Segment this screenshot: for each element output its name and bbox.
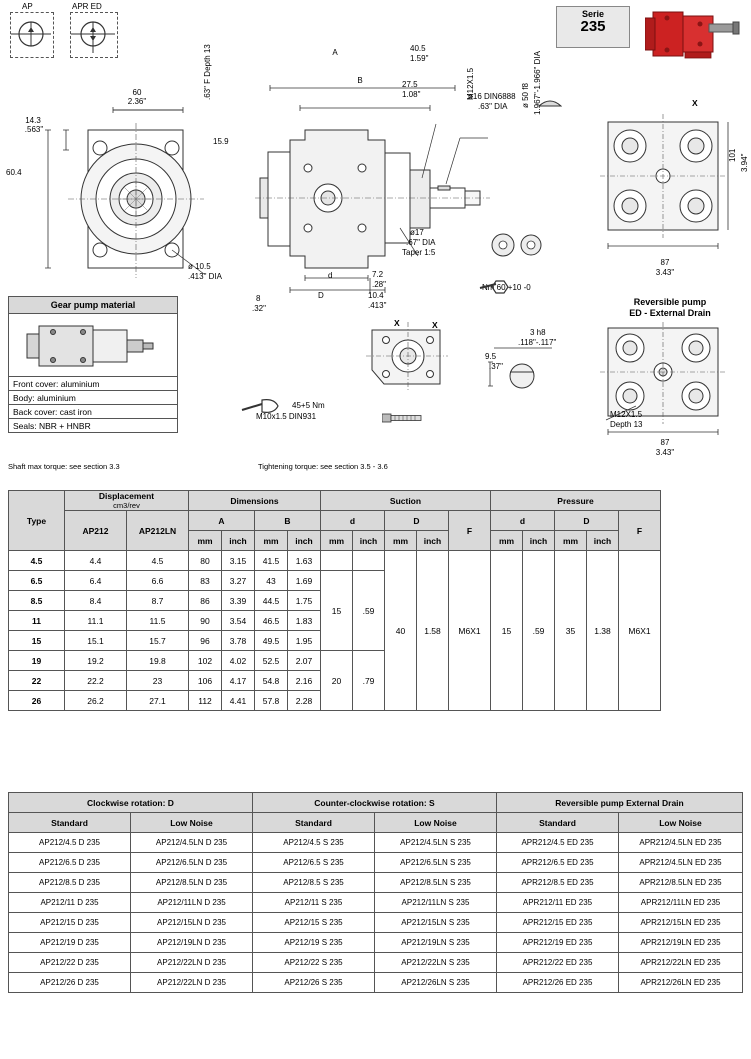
code-cell: AP212/6.5 D 235 <box>9 853 131 873</box>
spec-header-sD-mm: mm <box>385 531 417 551</box>
spec-cell-B-mm: 54.8 <box>255 671 288 691</box>
spec-cell-A-in: 3.39 <box>222 591 255 611</box>
spec-table <box>8 490 661 711</box>
front-dim-60: 60 <box>132 88 142 97</box>
spec-header-A: A <box>189 511 255 531</box>
front-hole-dia-inch: .413" DIA <box>188 272 222 281</box>
serie-word: Serie <box>581 9 605 19</box>
code-cell: AP212/8.5LN S 235 <box>375 873 497 893</box>
code-cell: AP212/11LN S 235 <box>375 893 497 913</box>
side-dim-63F: .63" F Depth 13 <box>203 44 212 100</box>
spec-cell-ap212: 22.2 <box>65 671 127 691</box>
spec-cell-type: 26 <box>9 691 65 711</box>
spec-header-displacement-text: Displacement <box>98 491 155 501</box>
rear-view-x-mark: X <box>692 98 698 108</box>
symbol-box-apred <box>70 12 118 58</box>
keyway-9-5: 9.5 <box>485 352 497 361</box>
spec-header-B: B <box>255 511 321 531</box>
code-cell: AP212/22 S 235 <box>253 953 375 973</box>
washer-parts <box>488 230 548 260</box>
keyway-3h8: 3 h8 <box>530 328 546 337</box>
table-row <box>9 973 743 993</box>
spec-cell-ap212ln: 15.7 <box>127 631 189 651</box>
spec-cell-A-mm: 112 <box>189 691 222 711</box>
pump-photo <box>645 2 749 72</box>
side-dim-15-9: 15.9 <box>213 137 229 146</box>
code-cell: APR212/4.5LN ED 235 <box>619 833 743 853</box>
spec-cell-A-in: 3.78 <box>222 631 255 651</box>
reversible-depth: Depth 13 <box>610 420 643 429</box>
spec-header-pD-inch: inch <box>587 531 619 551</box>
spec-header-suction-d: d <box>321 511 385 531</box>
spec-cell-pD-mm: 35 <box>555 551 587 711</box>
spec-cell-ap212: 26.2 <box>65 691 127 711</box>
code-cell: AP212/4.5LN S 235 <box>375 833 497 853</box>
spec-cell-B-in: 1.63 <box>288 551 321 571</box>
code-cell: AP212/11 D 235 <box>9 893 131 913</box>
spec-cell-B-mm: 41.5 <box>255 551 288 571</box>
code-cell: AP212/15LN S 235 <box>375 913 497 933</box>
spec-cell-ap212ln: 4.5 <box>127 551 189 571</box>
code-cell: APR212/8.5 ED 235 <box>497 873 619 893</box>
code-cell: AP212/8.5 D 235 <box>9 873 131 893</box>
spec-cell-ap212ln: 27.1 <box>127 691 189 711</box>
section-mark-x-bottom: X <box>394 318 400 328</box>
spec-cell-B-in: 2.28 <box>288 691 321 711</box>
spec-cell-sD-mm: 40 <box>385 551 417 711</box>
code-cell: AP212/22LN D 235 <box>131 953 253 973</box>
spec-header-pD-mm: mm <box>555 531 587 551</box>
spec-cell-type: 15 <box>9 631 65 651</box>
screw-spec: M10x1.5 DIN931 <box>256 412 317 421</box>
code-cell: APR212/26 ED 235 <box>497 973 619 993</box>
code-cell: APR212/11 ED 235 <box>497 893 619 913</box>
spec-cell-A-mm: 96 <box>189 631 222 651</box>
section-x-drawing <box>362 318 452 396</box>
code-cell: APR212/8.5LN ED 235 <box>619 873 743 893</box>
spec-cell-sd-in: .79 <box>353 651 385 711</box>
codes-table-wrap <box>8 792 743 993</box>
code-cell: APR212/15 ED 235 <box>497 913 619 933</box>
spec-header-ap212: AP212 <box>65 511 127 551</box>
spec-cell-sd-in: .59 <box>353 571 385 651</box>
code-cell: AP212/4.5 S 235 <box>253 833 375 853</box>
code-cell: APR212/4.5LN ED 235 <box>619 853 743 873</box>
dia-50f8-label: ø 50 f8 <box>521 83 530 108</box>
spec-header-suction-D: D <box>385 511 449 531</box>
rear-dim-3-94: 3.94" <box>740 153 749 172</box>
spec-cell-B-in: 1.95 <box>288 631 321 651</box>
spec-cell-B-mm: 57.8 <box>255 691 288 711</box>
code-cell: APR212/19 ED 235 <box>497 933 619 953</box>
rear-dim-101: 101 <box>728 148 737 162</box>
reversible-dim-87: 87 <box>660 438 670 447</box>
symbol-label-ap: AP <box>22 2 33 11</box>
spec-cell-type: 8.5 <box>9 591 65 611</box>
reversible-m12: M12X1.5 <box>610 410 643 419</box>
rear-dim-87: 87 <box>660 258 670 267</box>
spec-cell-B-in: 2.16 <box>288 671 321 691</box>
code-cell: AP212/6.5LN D 235 <box>131 853 253 873</box>
rear-dim-3-43: 3.43" <box>655 268 675 277</box>
table-row <box>9 913 743 933</box>
codes-subheader-std-2: Standard <box>253 813 375 833</box>
spec-cell-B-in: 1.83 <box>288 611 321 631</box>
material-table <box>8 296 178 433</box>
spec-header-displacement <box>65 491 189 511</box>
spec-cell-ap212: 19.2 <box>65 651 127 671</box>
code-cell: APR212/11LN ED 235 <box>619 893 743 913</box>
spec-cell-sF: M6X1 <box>449 551 491 711</box>
spec-header-pd-inch: inch <box>523 531 555 551</box>
codes-group-header-clockwise: Clockwise rotation: D <box>9 793 253 813</box>
spec-cell-sd-mm-blank <box>321 551 353 571</box>
spec-cell-pF: M6X1 <box>619 551 661 711</box>
spec-cell-ap212ln: 23 <box>127 671 189 691</box>
spec-header-A-inch: inch <box>222 531 255 551</box>
material-row-front-cover: Front cover: aluminium <box>9 376 177 390</box>
spec-cell-sd-in-blank <box>353 551 385 571</box>
spec-header-sd-mm: mm <box>321 531 353 551</box>
codes-group-header-reversible: Reversible pump External Drain <box>497 793 743 813</box>
code-cell: AP212/4.5 D 235 <box>9 833 131 853</box>
side-dim-D: D <box>318 291 324 300</box>
code-cell: APR212/26LN ED 235 <box>619 973 743 993</box>
codes-group-header-counter: Counter-clockwise rotation: S <box>253 793 497 813</box>
code-cell: AP212/11 S 235 <box>253 893 375 913</box>
side-dim-7-2: 7.2 <box>372 270 384 279</box>
serie-badge <box>556 6 630 48</box>
spec-cell-sd-mm: 15 <box>321 571 353 651</box>
spec-header-pressure-F: F <box>619 511 661 551</box>
spec-cell-ap212: 6.4 <box>65 571 127 591</box>
spec-cell-B-mm: 49.5 <box>255 631 288 651</box>
symbol-box-ap <box>10 12 54 58</box>
side-dim-1-08: 1.08" <box>402 90 421 99</box>
spec-cell-pD-in: 1.38 <box>587 551 619 711</box>
spec-header-ap212ln: AP212LN <box>127 511 189 551</box>
reversible-dim-3-43: 3.43" <box>655 448 675 457</box>
code-cell: AP212/11LN D 235 <box>131 893 253 913</box>
side-dim-27-5: 27.5 <box>402 80 418 89</box>
screw-icon <box>382 410 430 426</box>
front-dim-14-3: 14.3 <box>25 116 41 125</box>
code-cell: AP212/8.5LN D 235 <box>131 873 253 893</box>
spec-cell-A-in: 4.02 <box>222 651 255 671</box>
spec-cell-ap212: 8.4 <box>65 591 127 611</box>
spec-cell-B-mm: 46.5 <box>255 611 288 631</box>
table-row <box>9 853 743 873</box>
cap-icon <box>538 96 562 110</box>
front-dim-60-4: 60.4 <box>6 168 22 177</box>
spec-cell-ap212: 11.1 <box>65 611 127 631</box>
spec-header-suction-F: F <box>449 511 491 551</box>
spec-cell-A-mm: 80 <box>189 551 222 571</box>
spec-header-pressure: Pressure <box>491 491 661 511</box>
code-cell: AP212/15 D 235 <box>9 913 131 933</box>
spec-header-sD-inch: inch <box>417 531 449 551</box>
torque-45nm: 45+5 Nm <box>292 401 325 410</box>
spec-cell-B-in: 1.75 <box>288 591 321 611</box>
spec-cell-B-mm: 43 <box>255 571 288 591</box>
side-dim-32: .32" <box>252 304 266 313</box>
spec-cell-B-in: 2.07 <box>288 651 321 671</box>
codes-subheader-ln-1: Low Noise <box>131 813 253 833</box>
spec-header-type: Type <box>9 491 65 551</box>
code-cell: AP212/19LN S 235 <box>375 933 497 953</box>
spec-header-B-mm: mm <box>255 531 288 551</box>
reversible-title-2: ED - External Drain <box>629 308 711 318</box>
code-cell: AP212/4.5LN D 235 <box>131 833 253 853</box>
codes-table <box>8 792 743 993</box>
bore63-label: .63" DIA <box>478 102 508 111</box>
front-dim-563: .563" <box>24 125 44 134</box>
code-cell: AP212/26 S 235 <box>253 973 375 993</box>
codes-subheader-ln-2: Low Noise <box>375 813 497 833</box>
code-cell: AP212/15LN D 235 <box>131 913 253 933</box>
side-dim-d: d <box>328 271 333 280</box>
spec-cell-B-in: 1.69 <box>288 571 321 591</box>
code-cell: AP212/8.5 S 235 <box>253 873 375 893</box>
serie-number: 235 <box>580 18 606 35</box>
code-cell: APR212/4.5 ED 235 <box>497 833 619 853</box>
spec-header-displacement-unit: cm3/rev <box>113 501 140 510</box>
spec-cell-type: 19 <box>9 651 65 671</box>
spec-header-B-inch: inch <box>288 531 321 551</box>
spec-cell-A-in: 3.54 <box>222 611 255 631</box>
spec-cell-type: 22 <box>9 671 65 691</box>
table-row <box>9 873 743 893</box>
code-cell: AP212/15 S 235 <box>253 913 375 933</box>
spec-header-suction: Suction <box>321 491 491 511</box>
code-cell: AP212/22LN S 235 <box>375 953 497 973</box>
spec-cell-A-in: 4.41 <box>222 691 255 711</box>
code-cell: AP212/26 D 235 <box>9 973 131 993</box>
codes-subheader-std-3: Standard <box>497 813 619 833</box>
nut-tool-icon <box>478 278 518 296</box>
code-cell: AP212/6.5 S 235 <box>253 853 375 873</box>
codes-subheader-ln-3: Low Noise <box>619 813 743 833</box>
spec-cell-ap212ln: 8.7 <box>127 591 189 611</box>
side-dim-A: A <box>332 48 338 57</box>
spec-header-sd-inch: inch <box>353 531 385 551</box>
footnote-tightening-torque: Tightening torque: see section 3.5 - 3.6 <box>258 462 388 471</box>
spec-cell-ap212: 15.1 <box>65 631 127 651</box>
symbol-label-apred: APR ED <box>72 2 102 11</box>
front-hole-dia: ø 10.5 <box>188 262 211 271</box>
spec-cell-ap212: 4.4 <box>65 551 127 571</box>
code-cell: AP212/19 S 235 <box>253 933 375 953</box>
spec-cell-ap212ln: 19.8 <box>127 651 189 671</box>
m12-label: M12X1.5 <box>466 67 475 100</box>
spec-header-pd-mm: mm <box>491 531 523 551</box>
spec-cell-A-in: 3.27 <box>222 571 255 591</box>
spec-cell-type: 11 <box>9 611 65 631</box>
nm60-label: Nm 60 +10 -0 <box>482 283 531 292</box>
side-dim-1-59: 1.59" <box>410 54 429 63</box>
table-row <box>9 893 743 913</box>
spec-header-A-mm: mm <box>189 531 222 551</box>
material-row-body: Body: aluminium <box>9 390 177 404</box>
spec-cell-pd-mm: 15 <box>491 551 523 711</box>
rear-view-drawing <box>596 110 736 260</box>
table-row <box>9 953 743 973</box>
front-dim-2-36: 2.36" <box>127 97 147 106</box>
spec-cell-A-mm: 86 <box>189 591 222 611</box>
dia17-label: ø17 <box>410 228 424 237</box>
spec-cell-A-in: 3.15 <box>222 551 255 571</box>
side-dim-B: B <box>357 76 363 85</box>
footnote-shaft-torque: Shaft max torque: see section 3.3 <box>8 462 120 471</box>
dia-50f8-inch: 1.967"-1.966" DIA <box>533 51 542 115</box>
spec-cell-type: 4.5 <box>9 551 65 571</box>
side-dim-8: 8 <box>256 294 261 303</box>
code-cell: APR212/22LN ED 235 <box>619 953 743 973</box>
code-cell: AP212/22LN D 235 <box>131 973 253 993</box>
code-cell: APR212/19LN ED 235 <box>619 933 743 953</box>
side-dim-28: .28" <box>372 280 386 289</box>
spec-cell-A-in: 4.17 <box>222 671 255 691</box>
side-dim-40-5: 40.5 <box>410 44 426 53</box>
code-cell: AP212/22 D 235 <box>9 953 131 973</box>
spec-cell-A-mm: 106 <box>189 671 222 691</box>
code-cell: AP212/26LN S 235 <box>375 973 497 993</box>
code-cell: AP212/19LN D 235 <box>131 933 253 953</box>
spec-cell-B-mm: 44.5 <box>255 591 288 611</box>
spec-cell-A-mm: 83 <box>189 571 222 591</box>
dia17-inch: .67" DIA <box>406 238 436 247</box>
spec-cell-ap212ln: 11.5 <box>127 611 189 631</box>
codes-subheader-std-1: Standard <box>9 813 131 833</box>
keyway-37: .37" <box>489 362 503 371</box>
spec-cell-A-mm: 102 <box>189 651 222 671</box>
code-cell: APR212/6.5 ED 235 <box>497 853 619 873</box>
code-cell: AP212/6.5LN S 235 <box>375 853 497 873</box>
spec-cell-sD-in: 1.58 <box>417 551 449 711</box>
spec-cell-B-mm: 52.5 <box>255 651 288 671</box>
spec-cell-type: 6.5 <box>9 571 65 591</box>
side-dim-413: .413" <box>368 301 387 310</box>
keyway-118: .118"-.117" <box>518 338 557 347</box>
taper-label: Taper 1:5 <box>402 248 436 257</box>
spec-cell-ap212ln: 6.6 <box>127 571 189 591</box>
material-pump-illustration <box>9 314 177 376</box>
spec-cell-A-mm: 90 <box>189 611 222 631</box>
code-cell: AP212/19 D 235 <box>9 933 131 953</box>
spec-header-pressure-D: D <box>555 511 619 531</box>
reversible-title-1: Reversible pump <box>633 297 707 307</box>
section-x-label: X <box>432 320 438 330</box>
table-row <box>9 551 661 571</box>
code-cell: APR212/22 ED 235 <box>497 953 619 973</box>
table-row <box>9 833 743 853</box>
spec-table-wrap <box>8 490 661 711</box>
side-dim-10-4: 10.4 <box>368 291 384 300</box>
spec-header-dimensions: Dimensions <box>189 491 321 511</box>
table-row <box>9 933 743 953</box>
spec-header-pressure-d: d <box>491 511 555 531</box>
material-table-title: Gear pump material <box>9 297 177 314</box>
spec-cell-pd-in: .59 <box>523 551 555 711</box>
material-row-seals: Seals: NBR + HNBR <box>9 418 177 432</box>
spec-cell-sd-mm: 20 <box>321 651 353 711</box>
bore16-label: ø16 DIN6888 <box>468 92 516 101</box>
code-cell: APR212/15LN ED 235 <box>619 913 743 933</box>
material-row-back-cover: Back cover: cast iron <box>9 404 177 418</box>
